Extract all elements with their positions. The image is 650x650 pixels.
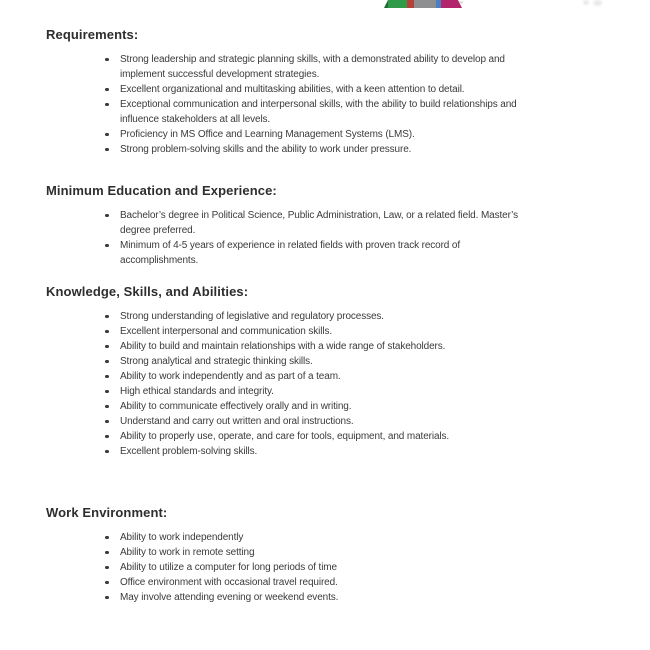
bullet-text: Ability to work independently and as part of a team. bbox=[120, 371, 341, 382]
list-item bbox=[46, 339, 533, 354]
bullet-icon bbox=[105, 551, 109, 555]
bullet-text: High ethical standards and integrity. bbox=[120, 386, 274, 397]
bullet-icon bbox=[105, 375, 109, 379]
section-knowledge-skills-abilities bbox=[46, 284, 606, 459]
bullet-icon bbox=[105, 435, 109, 439]
bullet-list bbox=[46, 309, 606, 459]
bullet-icon bbox=[105, 405, 109, 409]
bullet-text: Understand and carry out written and oral instructions. bbox=[120, 416, 354, 427]
bullet-icon bbox=[105, 566, 109, 570]
bullet-text: Minimum of 4-5 years of experience in related fields with proven track record of accomplishments. bbox=[120, 240, 460, 266]
bullet-text: Ability to utilize a computer for long periods of time bbox=[120, 562, 337, 573]
bullet-icon bbox=[105, 581, 109, 585]
list-item bbox=[46, 399, 533, 414]
bullet-icon bbox=[105, 58, 109, 62]
list-item bbox=[46, 309, 533, 324]
bullet-icon bbox=[105, 596, 109, 600]
bullet-icon bbox=[105, 450, 109, 454]
bullet-list bbox=[46, 208, 606, 268]
bullet-text: Bachelor’s degree in Political Science, Public Administration, Law, or a related field. Master’s degree preferred. bbox=[120, 210, 518, 236]
bullet-icon bbox=[105, 244, 109, 248]
bullet-list bbox=[46, 52, 606, 157]
bullet-icon bbox=[105, 133, 109, 137]
section-work-environment bbox=[46, 505, 606, 605]
list-item bbox=[46, 414, 533, 429]
bullet-text: Excellent problem-solving skills. bbox=[120, 446, 258, 457]
bullet-icon bbox=[105, 88, 109, 92]
list-item bbox=[46, 238, 533, 268]
list-item bbox=[46, 575, 533, 590]
section-requirements bbox=[46, 27, 606, 157]
list-item bbox=[46, 369, 533, 384]
bullet-icon bbox=[105, 360, 109, 364]
list-item bbox=[46, 530, 533, 545]
bullet-icon bbox=[105, 420, 109, 424]
bullet-icon bbox=[105, 103, 109, 107]
section-education-experience bbox=[46, 183, 606, 268]
bullet-icon bbox=[105, 214, 109, 218]
list-item bbox=[46, 82, 533, 97]
bullet-icon bbox=[105, 536, 109, 540]
bullet-text: Strong leadership and strategic planning skills, with a demonstrated ability to develop and implement successful development strategies. bbox=[120, 54, 505, 80]
bullet-icon bbox=[105, 390, 109, 394]
bullet-icon bbox=[105, 330, 109, 334]
section-heading: Minimum Education and Experience: bbox=[46, 183, 277, 198]
section-heading: Knowledge, Skills, and Abilities: bbox=[46, 284, 249, 299]
bullet-text: Ability to work in remote setting bbox=[120, 547, 255, 558]
bullet-icon bbox=[105, 315, 109, 319]
list-item bbox=[46, 384, 533, 399]
bullet-text: Ability to properly use, operate, and care for tools, equipment, and materials. bbox=[120, 431, 450, 442]
bullet-text: Strong analytical and strategic thinking skills. bbox=[120, 356, 313, 367]
list-item bbox=[46, 560, 533, 575]
bullet-text: Proficiency in MS Office and Learning Management Systems (LMS). bbox=[120, 129, 415, 140]
list-item bbox=[46, 354, 533, 369]
list-item bbox=[46, 142, 533, 157]
section-heading: Work Environment: bbox=[46, 505, 168, 520]
bullet-icon bbox=[105, 148, 109, 152]
bullet-text: Ability to communicate effectively orally and in writing. bbox=[120, 401, 352, 412]
list-item bbox=[46, 590, 533, 605]
list-item bbox=[46, 324, 533, 339]
list-item bbox=[46, 208, 533, 238]
bullet-text: Excellent organizational and multitasking abilities, with a keen attention to detail. bbox=[120, 84, 465, 95]
list-item bbox=[46, 97, 533, 127]
list-item bbox=[46, 444, 533, 459]
bullet-text: Exceptional communication and interpersonal skills, with the ability to build relationships and influence stakeholders at all levels. bbox=[120, 99, 517, 125]
section-heading: Requirements: bbox=[46, 27, 139, 42]
bullet-text: May involve attending evening or weekend events. bbox=[120, 592, 339, 603]
bullet-text: Ability to build and maintain relationships with a wide range of stakeholders. bbox=[120, 341, 446, 352]
list-item bbox=[46, 545, 533, 560]
bullet-text: Office environment with occasional travel required. bbox=[120, 577, 338, 588]
trademark-icon: ™ bbox=[458, 1, 463, 7]
list-item bbox=[46, 127, 533, 142]
bullet-icon bbox=[105, 345, 109, 349]
bullet-text: Strong problem-solving skills and the ability to work under pressure. bbox=[120, 144, 412, 155]
bullet-text: Excellent interpersonal and communication skills. bbox=[120, 326, 333, 337]
bullet-list bbox=[46, 530, 606, 605]
list-item bbox=[46, 52, 533, 82]
bullet-text: Strong understanding of legislative and regulatory processes. bbox=[120, 311, 384, 322]
list-item bbox=[46, 429, 533, 444]
bullet-text: Ability to work independently bbox=[120, 532, 244, 543]
